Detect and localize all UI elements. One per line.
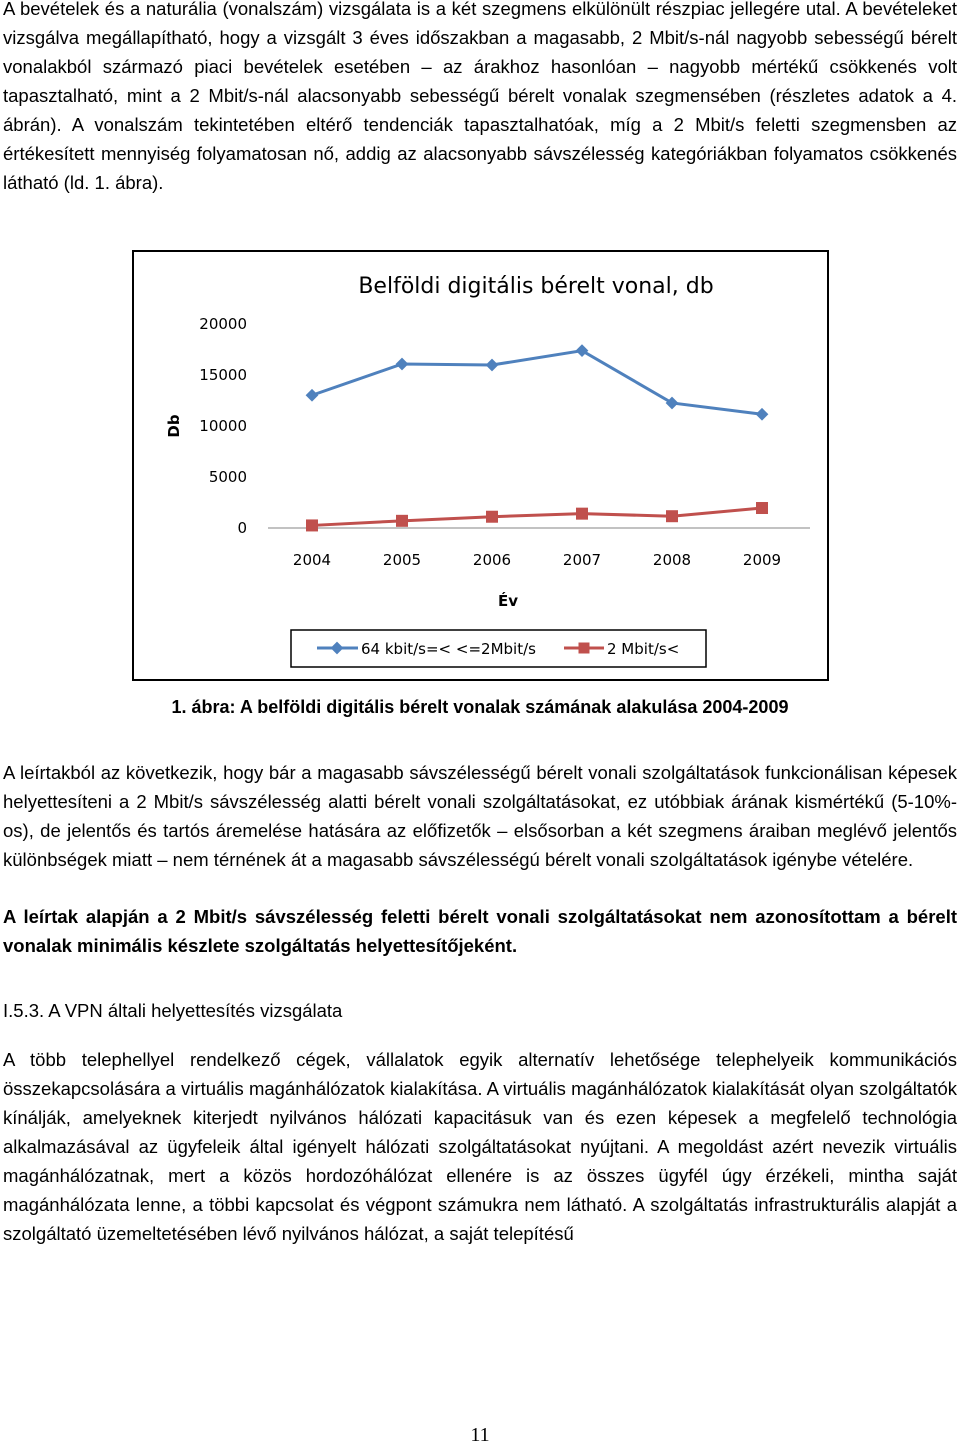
- x-tick-label: 2007: [562, 551, 602, 569]
- series-line-1: [312, 351, 762, 415]
- y-tick-label: 5000: [208, 468, 247, 486]
- conclusion-paragraph: A leírtakból az következik, hogy bár a magasabb sávszélességű bérelt vonali szolgáltatások funkcionálisan képesek helyettesíteni a 2 Mbit/s sávszélesség alatti bérelt vonali szolgáltatásokat, ez utóbbiak árának kismértékű (5-10%-os), de jelentős és tartós áremelése hatására az előfizetők – elsősorban a két szegmens áraiban meglévő jelentős különbségek miatt – nem térnének át a magasabb sávszélességú bérelt vonali szolgáltatások igénybe vételére.: [3, 762, 957, 870]
- x-tick-label: 2005: [382, 551, 422, 569]
- x-tick-label: 2004: [292, 551, 332, 569]
- y-axis-label: Db: [165, 414, 183, 438]
- data-point-series-1-2004: [306, 389, 319, 402]
- chart-frame: [132, 250, 829, 681]
- y-tick-label: 0: [237, 519, 247, 537]
- data-point-series-2-2008: [666, 510, 678, 522]
- legend-label-series-2: 2 Mbit/s<: [607, 640, 680, 658]
- series-layer: [306, 344, 769, 531]
- data-point-series-2-2004: [306, 519, 318, 531]
- y-tick-labels: [199, 315, 247, 537]
- legend: [291, 630, 706, 667]
- y-tick-label: 15000: [199, 366, 247, 384]
- data-point-series-1-2005: [396, 358, 409, 371]
- x-axis-label: Év: [497, 592, 519, 610]
- x-tick-label: 2009: [742, 551, 782, 569]
- data-point-series-2-2009: [756, 502, 768, 514]
- intro-paragraph: A bevételek és a naturália (vonalszám) vizsgálata is a két szegmens elkülönült részpiac jellegére utal. A bevételeket vizsgálva megállapítható, hogy a vizsgált 3 éves időszakban a magasabb, 2 Mbit/s-nál nagyobb sebességű bérelt vonalakból származó piaci bevételek esetében – az árakhoz hasonlóan – nagyobb mértékű csökkenés volt tapasztalható, mint a 2 Mbit/s-nál alacsonyabb sebességű bérelt vonalak szegmensében (részletes adatok a 4. ábrán). A vonalszám tekintetében eltérő tendenciák tapasztalhatóak, míg a 2 Mbit/s feletti szegmensben az értékesített mennyiség folyamatosan nő, addig az alacsonyabb sávszélesség kategóriákban folyamatos csökkenés látható (ld. 1. ábra).: [3, 0, 957, 193]
- data-point-series-1-2008: [666, 397, 679, 410]
- data-point-series-1-2009: [756, 408, 769, 421]
- x-tick-labels: [293, 551, 781, 569]
- x-tick-label: 2008: [652, 551, 692, 569]
- chart-title: Belföldi digitális bérelt vonal, db: [358, 274, 714, 299]
- vpn-paragraph: A több telephellyel rendelkező cégek, vállalatok egyik alternatív lehetősége telephelyeik kommunikációs összekapcsolására a virtuális magánhálózatok kialakítása. A virtuális magánhálózatok kialakítását olyan szolgáltatók kínálják, amelyeknek kiterjedt nyilvános hálózati kapacitásuk van és ezen képesek a megfelelő technológia alkalmazásával az ügyfeleik által igényelt hálózati szolgáltatásokat nyújtani. A megoldást azért nevezik virtuális magánhálózatnak, mert a közös hordozóhálózat ellenére is az összes ügyfél úgy érzékeli, mintha saját magánhálózata lenne, a többi kapcsolat és végpont számukra nem látható. A szolgáltatás infrastrukturális alapját a szolgáltató üzemeltetésében lévő nyilvános hálózat, a saját telepítésű: [3, 1049, 957, 1244]
- data-point-series-2-2007: [576, 508, 588, 520]
- section-heading: I.5.3. A VPN általi helyettesítés vizsgálata: [3, 1000, 343, 1021]
- y-tick-label: 20000: [199, 315, 247, 333]
- legend-marker-square-icon: [579, 643, 590, 654]
- figure-caption: 1. ábra: A belföldi digitális bérelt vonalak számának alakulása 2004-2009: [171, 697, 789, 717]
- series-line-2: [312, 508, 762, 525]
- data-point-series-1-2006: [486, 359, 499, 372]
- data-point-series-1-2007: [576, 344, 589, 357]
- x-tick-label: 2006: [472, 551, 512, 569]
- y-tick-label: 10000: [199, 417, 247, 435]
- data-point-series-2-2006: [486, 511, 498, 523]
- bold-conclusion-paragraph: A leírtak alapján a 2 Mbit/s sávszélesség feletti bérelt vonali szolgáltatásokat nem azonosítottam a bérelt vonalak minimális készlete szolgáltatás helyettesítőjeként.: [3, 906, 957, 956]
- legend-label-series-1: 64 kbit/s=< <=2Mbit/s: [361, 640, 536, 658]
- page-number: 11: [470, 1424, 490, 1446]
- data-point-series-2-2005: [396, 515, 408, 527]
- line-chart: [134, 252, 827, 679]
